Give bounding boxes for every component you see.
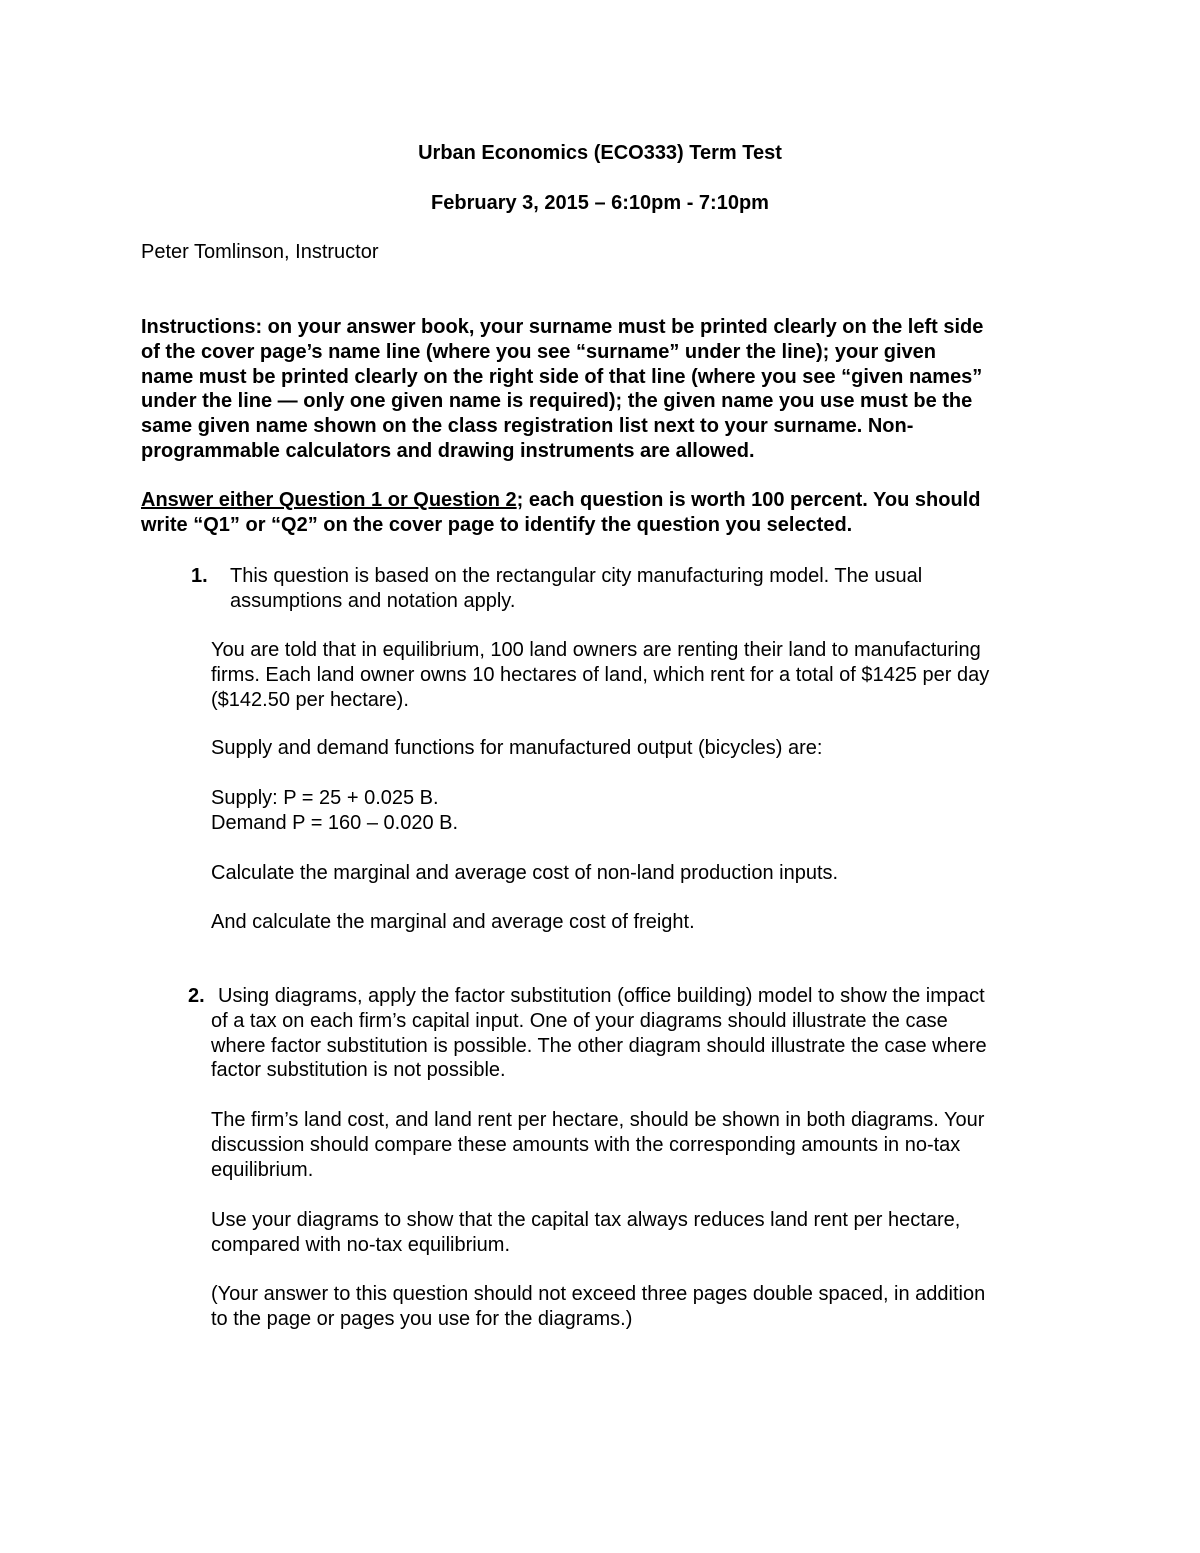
q1-paragraph-2: Supply and demand functions for manufactured output (bicycles) are: [211, 737, 823, 759]
q1-paragraph-3: Calculate the marginal and average cost of non-land production inputs. [211, 862, 839, 884]
q1-paragraph-line: ($142.50 per hectare). [211, 688, 409, 711]
question-choice-block [141, 488, 980, 538]
q1-paragraph-4: And calculate the marginal and average cost of freight. [211, 911, 695, 933]
question-choice-underlined: Answer either Question 1 or Question 2 [141, 489, 517, 511]
instructor-line: Peter Tomlinson, Instructor [141, 241, 379, 263]
q2-paragraph-2 [211, 1208, 960, 1258]
q1-paragraph-1 [211, 638, 989, 712]
instructions-line: programmable calculators and drawing instruments are allowed. [141, 439, 755, 462]
q2-number: 2. [188, 985, 205, 1007]
exam-title: Urban Economics (ECO333) Term Test [418, 142, 782, 164]
q2-paragraph-line: Use your diagrams to show that the capital tax always reduces land rent per hectare, [211, 1209, 961, 1231]
q2-intro [211, 984, 987, 1083]
q2-paragraph-line: to the page or pages you use for the diagrams.) [211, 1307, 633, 1330]
q2-intro-line: factor substitution is not possible. [211, 1059, 506, 1082]
instructions-line: of the cover page’s name line (where you see “surname” under the line); your given [141, 340, 937, 363]
question-choice-rest: ; each question is worth 100 percent. You should [516, 489, 981, 511]
q2-paragraph-line: The firm’s land cost, and land rent per hectare, should be shown in both diagrams. Your [211, 1109, 985, 1131]
instructions-block [141, 315, 983, 464]
supply-equation: Supply: P = 25 + 0.025 B. [211, 787, 439, 809]
exam-date: February 3, 2015 – 6:10pm - 7:10pm [431, 192, 769, 214]
q1-intro-line: This question is based on the rectangular city manufacturing model. The usual [230, 565, 923, 587]
q2-intro-line: Using diagrams, apply the factor substitution (office building) model to show the impact [218, 985, 985, 1007]
q2-paragraph-3 [211, 1282, 985, 1332]
q1-equations [211, 786, 458, 836]
instructions-line: under the line — only one given name is required); the given name you use must be the [141, 390, 973, 413]
q1-number: 1. [191, 565, 208, 587]
q1-intro [230, 564, 922, 614]
instructions-line: name must be printed clearly on the right side of that line (where you see “given names” [141, 365, 983, 388]
question-choice-line-2: write “Q1” or “Q2” on the cover page to identify the question you selected. [141, 513, 853, 536]
q2-paragraph-line: equilibrium. [211, 1158, 314, 1181]
q1-paragraph-line: firms. Each land owner owns 10 hectares of land, which rent for a total of $1425 per day [211, 663, 990, 686]
q2-intro-line: of a tax on each firm’s capital input. One of your diagrams should illustrate the case [211, 1009, 948, 1032]
q2-paragraph-line: discussion should compare these amounts with the corresponding amounts in no-tax [211, 1133, 961, 1156]
q2-paragraph-line: (Your answer to this question should not exceed three pages double spaced, in addition [211, 1283, 986, 1305]
q1-intro-line: assumptions and notation apply. [230, 589, 516, 612]
instructions-line: Instructions: on your answer book, your surname must be printed clearly on the left side [141, 316, 984, 338]
demand-equation: Demand P = 160 – 0.020 B. [211, 811, 459, 834]
q2-intro-line: where factor substitution is possible. The other diagram should illustrate the case where [211, 1034, 987, 1057]
question-choice-line-1 [141, 488, 980, 513]
q1-paragraph-line: You are told that in equilibrium, 100 land owners are renting their land to manufacturing [211, 639, 981, 661]
q2-paragraph-line: compared with no-tax equilibrium. [211, 1233, 511, 1256]
q2-paragraph-1 [211, 1108, 984, 1182]
instructions-line: same given name shown on the class registration list next to your surname. Non- [141, 415, 914, 438]
